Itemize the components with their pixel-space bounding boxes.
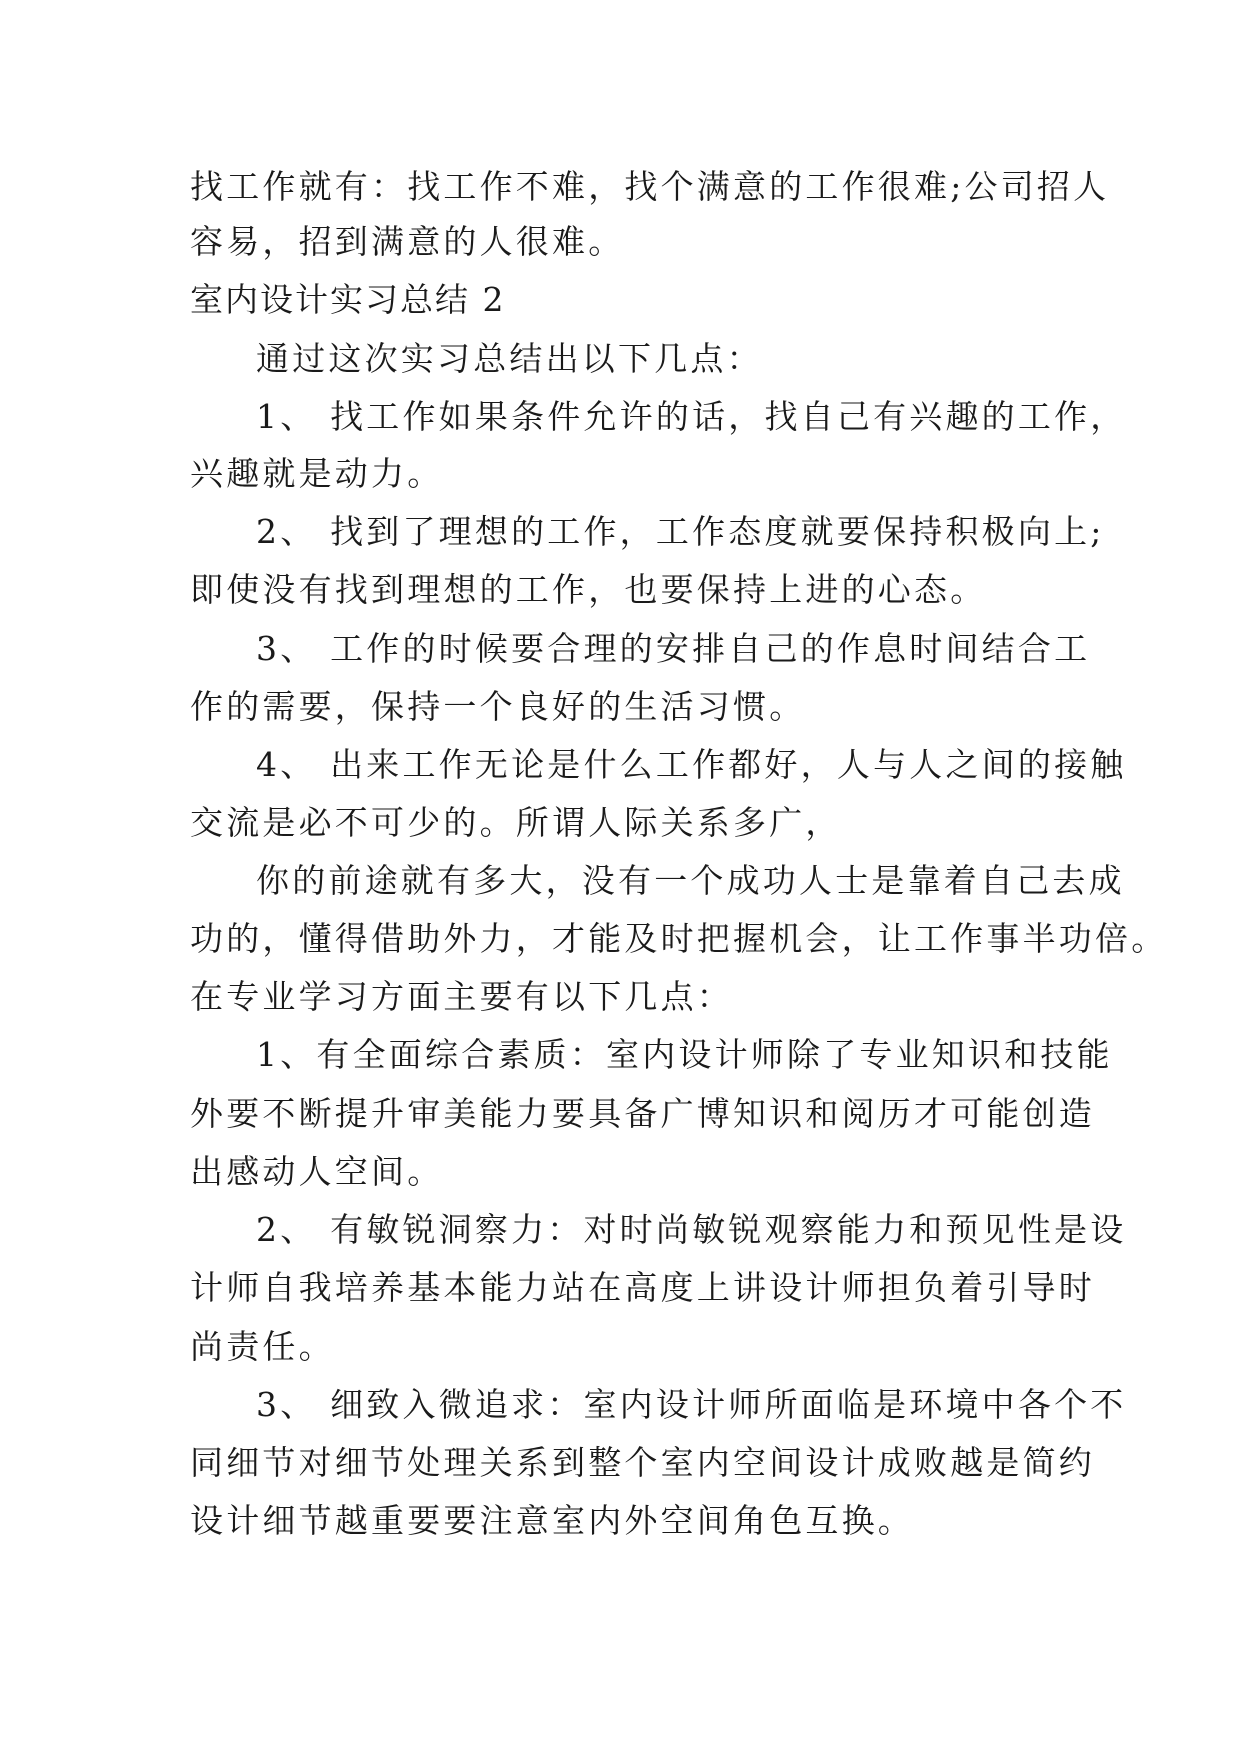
point-2-line-1: 2、 找到了理想的工作，工作态度就要保持积极向上; xyxy=(256,512,1105,551)
continuation-line-3: 在专业学习方面主要有以下几点： xyxy=(190,977,733,1016)
study-point-3-line-2: 同细节对细节处理关系到整个室内空间设计成败越是简约 xyxy=(190,1443,1095,1482)
study-point-2-line-2: 计师自我培养基本能力站在高度上讲设计师担负着引导时 xyxy=(190,1268,1095,1307)
point-4-line-1: 4、 出来工作无论是什么工作都好，人与人之间的接触 xyxy=(256,745,1127,784)
study-point-3-line-1: 3、 细致入微追求：室内设计师所面临是环境中各个不 xyxy=(256,1385,1127,1424)
study-point-3-line-3: 设计细节越重要要注意室内外空间角色互换。 xyxy=(190,1501,914,1540)
intro-line-2: 容易，招到满意的人很难。 xyxy=(190,222,625,261)
study-point-2-line-1: 2、 有敏锐洞察力：对时尚敏锐观察能力和预见性是设 xyxy=(256,1210,1127,1249)
point-3-line-2: 作的需要，保持一个良好的生活习惯。 xyxy=(190,687,806,726)
summary-intro: 通过这次实习总结出以下几点： xyxy=(256,339,763,378)
continuation-line-2: 功的，懂得借助外力，才能及时把握机会，让工作事半功倍。 xyxy=(190,919,1168,958)
study-point-1-line-1: 1、有全面综合素质：室内设计师除了专业知识和技能 xyxy=(256,1035,1113,1074)
point-1-line-1: 1、 找工作如果条件允许的话，找自己有兴趣的工作， xyxy=(256,397,1127,436)
point-2-line-2: 即使没有找到理想的工作，也要保持上进的心态。 xyxy=(190,570,987,609)
study-point-2-line-3: 尚责任。 xyxy=(190,1327,335,1366)
point-1-line-2: 兴趣就是动力。 xyxy=(190,454,444,493)
study-point-1-line-3: 出感动人空间。 xyxy=(190,1152,444,1191)
study-point-1-line-2: 外要不断提升审美能力要具备广博知识和阅历才可能创造 xyxy=(190,1094,1095,1133)
section-title: 室内设计实习总结 2 xyxy=(190,280,506,319)
point-4-line-2: 交流是必不可少的。所谓人际关系多广， xyxy=(190,803,842,842)
point-3-line-1: 3、 工作的时候要合理的安排自己的作息时间结合工 xyxy=(256,629,1091,668)
intro-line-1: 找工作就有：找工作不难，找个满意的工作很难;公司招人 xyxy=(190,167,1110,206)
continuation-line-1: 你的前途就有多大，没有一个成功人士是靠着自己去成 xyxy=(256,861,1125,900)
